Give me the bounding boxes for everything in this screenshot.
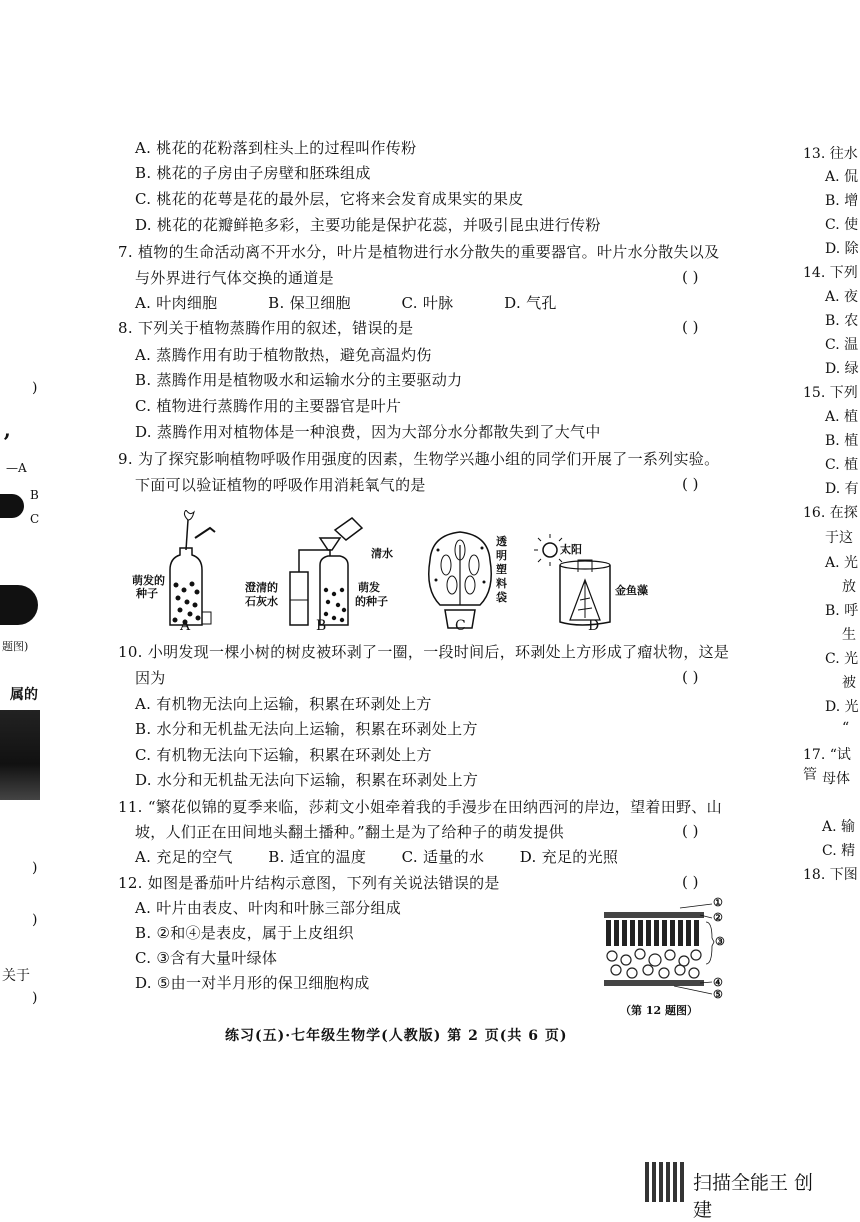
fig-a-label-line2: 种子 bbox=[136, 587, 158, 600]
q12-stem: 12. 如图是番茄叶片结构示意图，下列有关说法错误的是 bbox=[118, 874, 500, 892]
right-frag-q13a: A. 侃 bbox=[825, 169, 859, 185]
left-frag-paren-2: ) bbox=[32, 860, 38, 876]
fig-c-label-2: 明 bbox=[496, 549, 507, 562]
leaf-mark-3: ③ bbox=[715, 935, 725, 948]
left-frag-photo bbox=[0, 710, 40, 800]
fig-a-label-line1: 萌发的 bbox=[132, 574, 165, 587]
fig-b-label-line2: 石灰水 bbox=[245, 595, 278, 608]
fig-c-label-4: 料 bbox=[496, 577, 507, 590]
fig-d-sun-label: 太阳 bbox=[560, 543, 582, 556]
right-frag-q16c-line2: 被 bbox=[842, 675, 856, 691]
right-frag-q14b: B. 农 bbox=[825, 313, 859, 329]
right-frag-q14d: D. 绿 bbox=[825, 361, 859, 377]
right-frag-q15c: C. 植 bbox=[825, 457, 859, 473]
leaf-mark-1: ① bbox=[713, 896, 723, 909]
right-frag-q18: 18. 下图 bbox=[803, 867, 858, 883]
fig-letter-c: C bbox=[455, 618, 466, 634]
right-frag-q15d: D. 有 bbox=[825, 481, 859, 497]
q8-option-c: C. 植物进行蒸腾作用的主要器官是叶片 bbox=[135, 397, 402, 415]
left-frag-text-guanyu: 关于 bbox=[2, 968, 30, 984]
q8-option-d: D. 蒸腾作用对植物体是一种浪费，因为大部分水分都散失到了大气中 bbox=[135, 423, 601, 441]
right-frag-q16b: B. 呼 bbox=[825, 603, 859, 619]
right-frag-q13d: D. 除 bbox=[825, 241, 859, 257]
q12-answer-paren: ( ) bbox=[682, 873, 699, 891]
right-frag-q14a: A. 夜 bbox=[825, 289, 859, 305]
q10-option-b: B. 水分和无机盐无法向上运输，积累在环剥处上方 bbox=[135, 720, 478, 738]
right-frag-q16-quote: “ bbox=[842, 720, 850, 736]
fig-letter-a: A bbox=[180, 618, 191, 634]
right-frag-q16b-line2: 生 bbox=[842, 627, 856, 643]
q12-option-d: D. ⑤由一对半月形的保卫细胞构成 bbox=[135, 974, 370, 992]
q8-stem: 8. 下列关于植物蒸腾作用的叙述，错误的是 bbox=[118, 319, 414, 337]
left-frag-paren-4: ) bbox=[32, 990, 38, 1006]
right-frag-q17: 17. “试管 bbox=[803, 747, 851, 783]
right-frag-q13b: B. 增 bbox=[825, 193, 859, 209]
q9-stem-line1: 9. 为了探究影响植物呼吸作用强度的因素，生物学兴趣小组的同学们开展了一系列实验。 bbox=[118, 450, 720, 468]
fig-b-label-line4: 的种子 bbox=[355, 595, 388, 608]
right-frag-q16a: A. 光 bbox=[825, 555, 859, 571]
page-footer: 练习(五)·七年级生物学(人教版) 第 2 页(共 6 页) bbox=[225, 1028, 568, 1044]
q7-stem-line2: 与外界进行气体交换的通道是 bbox=[135, 269, 334, 287]
q11-options: A. 充足的空气 B. 适宜的温度 C. 适量的水 D. 充足的光照 bbox=[135, 848, 619, 866]
q8-option-a: A. 蒸腾作用有助于植物散热，避免高温灼伤 bbox=[135, 346, 432, 364]
leaf-cross-section-diagram bbox=[600, 898, 730, 1002]
q11-answer-paren: ( ) bbox=[682, 822, 699, 840]
right-frag-q13c: C. 使 bbox=[825, 217, 859, 233]
fig-letter-d: D bbox=[588, 618, 600, 634]
left-frag-label-a: —A bbox=[6, 461, 27, 475]
right-frag-q15: 15. 下列 bbox=[803, 385, 858, 401]
left-frag-organ-icon bbox=[0, 494, 24, 518]
right-frag-q14: 14. 下列 bbox=[803, 265, 858, 281]
right-frag-q17c: C. 精 bbox=[822, 843, 856, 859]
right-frag-q17-line2: 母体 bbox=[822, 771, 850, 787]
scanner-label: 扫描全能王 创建 bbox=[693, 1172, 814, 1221]
fig-b-label-line1: 澄清的 bbox=[245, 581, 278, 594]
fig-d-plant-label: 金鱼藻 bbox=[615, 584, 648, 597]
q12-option-c: C. ③含有大量叶绿体 bbox=[135, 949, 278, 967]
left-frag-label-b: B bbox=[30, 488, 39, 502]
q10-option-d: D. 水分和无机盐无法向下运输，积累在环剥处上方 bbox=[135, 771, 479, 789]
q8-answer-paren: ( ) bbox=[682, 318, 699, 336]
fig-b-water-label: 清水 bbox=[371, 547, 393, 560]
right-frag-q16a-line2: 放 bbox=[842, 579, 856, 595]
q7-answer-paren: ( ) bbox=[682, 268, 699, 286]
q6-option-d: D. 桃花的花瓣鲜艳多彩，主要功能是保护花蕊，并吸引昆虫进行传粉 bbox=[135, 216, 601, 234]
q12-option-b: B. ②和④是表皮，属于上皮组织 bbox=[135, 924, 354, 942]
q9-experiment-figure bbox=[140, 510, 700, 640]
fig-c-label-1: 透 bbox=[496, 535, 507, 548]
q12-option-a: A. 叶片由表皮、叶肉和叶脉三部分组成 bbox=[135, 899, 402, 917]
q9-answer-paren: ( ) bbox=[682, 475, 699, 493]
right-frag-q14c: C. 温 bbox=[825, 337, 859, 353]
q7-options: A. 叶肉细胞 B. 保卫细胞 C. 叶脉 D. 气孔 bbox=[135, 294, 557, 312]
right-frag-q15a: A. 植 bbox=[825, 409, 859, 425]
experiment-a-illustration bbox=[170, 510, 215, 625]
fig-letter-b: B bbox=[316, 618, 327, 634]
right-frag-q16d: D. 光 bbox=[825, 699, 859, 715]
experiment-b-illustration bbox=[290, 518, 362, 625]
q11-stem-line1: 11. “繁花似锦的夏季来临，莎莉文小姐牵着我的手漫步在田纳西河的岸边，望着田野、山 bbox=[118, 798, 722, 816]
left-frag-text-shu: 属的 bbox=[10, 687, 38, 703]
qr-code-icon bbox=[645, 1162, 685, 1202]
fig-c-label-3: 塑 bbox=[496, 563, 507, 576]
right-frag-q16: 16. 在探 bbox=[803, 505, 858, 521]
q10-answer-paren: ( ) bbox=[682, 668, 699, 686]
q6-option-c: C. 桃花的花萼是花的最外层，它将来会发育成果实的果皮 bbox=[135, 190, 524, 208]
left-frag-label-c: C bbox=[30, 512, 40, 526]
q12-figure-caption: （第 12 题图） bbox=[620, 1004, 698, 1017]
right-frag-q16-line2: 于这 bbox=[825, 530, 853, 546]
left-frag-paren-3: ) bbox=[32, 912, 38, 928]
q10-option-c: C. 有机物无法向下运输，积累在环剥处上方 bbox=[135, 746, 432, 764]
q7-stem-line1: 7. 植物的生命活动离不开水分，叶片是植物进行水分散失的重要器官。叶片水分散失以及 bbox=[118, 243, 720, 261]
right-frag-q13: 13. 往水 bbox=[803, 146, 858, 162]
q6-option-a: A. 桃花的花粉落到柱头上的过程叫作传粉 bbox=[135, 139, 417, 157]
q8-option-b: B. 蒸腾作用是植物吸水和运输水分的主要驱动力 bbox=[135, 371, 463, 389]
left-frag-fig-caption: 题图) bbox=[2, 640, 29, 653]
q6-option-b: B. 桃花的子房由子房壁和胚珠组成 bbox=[135, 164, 371, 182]
left-frag-paren-1: ) bbox=[32, 380, 38, 396]
experiment-c-illustration bbox=[429, 532, 492, 628]
scanner-watermark bbox=[645, 1162, 825, 1221]
left-frag-quote: ’ bbox=[3, 430, 11, 456]
right-frag-q17a: A. 输 bbox=[822, 819, 856, 835]
q10-stem-line2: 因为 bbox=[135, 669, 166, 687]
fig-c-label-5: 袋 bbox=[496, 591, 507, 604]
q11-stem-line2: 坡，人们正在田间地头翻土播种。”翻土是为了给种子的萌发提供 bbox=[135, 823, 564, 841]
q10-stem-line1: 10. 小明发现一棵小树的树皮被环剥了一圈，一段时间后，环剥处上方形成了瘤状物，这是 bbox=[118, 643, 730, 661]
leaf-mark-5: ⑤ bbox=[713, 988, 723, 1001]
leaf-mark-4: ④ bbox=[713, 976, 723, 989]
q9-stem-line2: 下面可以验证植物的呼吸作用消耗氧气的是 bbox=[135, 476, 426, 494]
leaf-mark-2: ② bbox=[713, 911, 723, 924]
left-frag-shell-icon bbox=[0, 585, 38, 625]
q10-option-a: A. 有机物无法向上运输，积累在环剥处上方 bbox=[135, 695, 432, 713]
right-frag-q16c: C. 光 bbox=[825, 651, 859, 667]
right-frag-q15b: B. 植 bbox=[825, 433, 859, 449]
fig-b-label-line3: 萌发 bbox=[358, 581, 380, 594]
